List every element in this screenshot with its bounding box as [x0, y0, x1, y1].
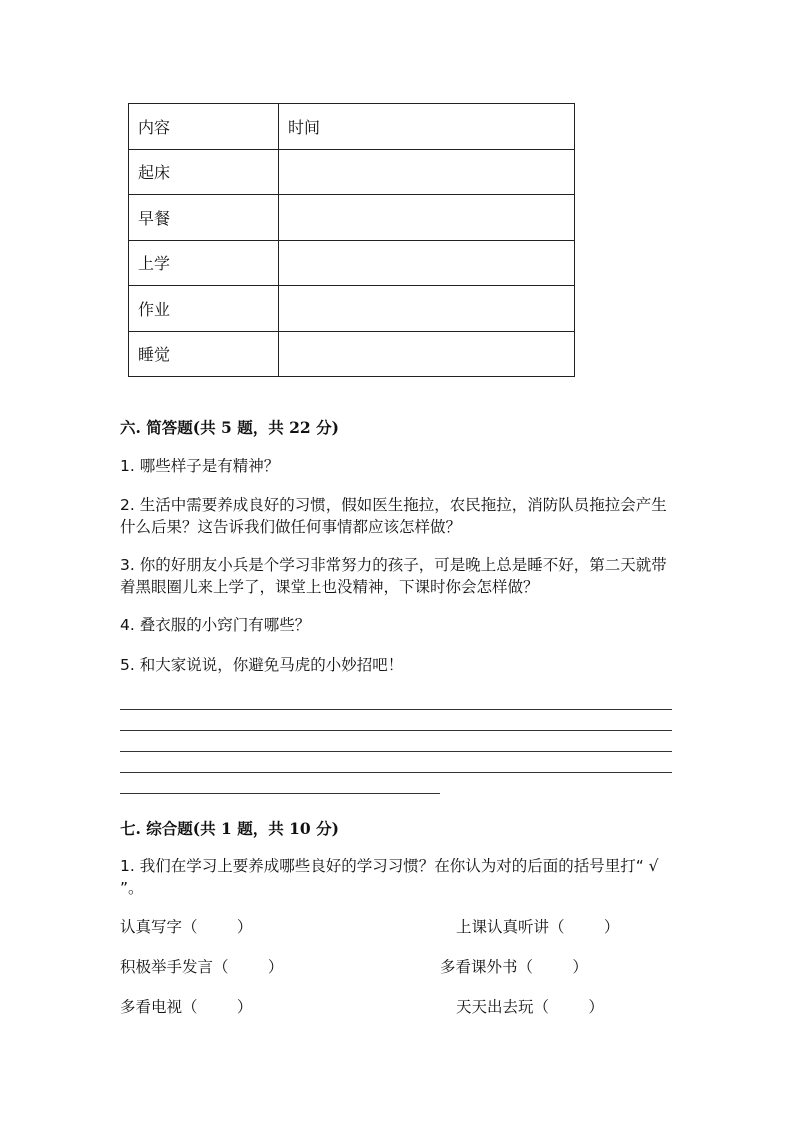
- row-time-cell[interactable]: [279, 149, 575, 195]
- section7-question: 1. 我们在学习上要养成哪些良好的学习习惯？在你认为对的后面的括号里打“ √ ”。: [120, 857, 659, 897]
- header-content-cell: 内容: [129, 104, 279, 150]
- answer-line[interactable]: [120, 751, 672, 752]
- answer-line[interactable]: [120, 793, 440, 794]
- row-time-cell[interactable]: [279, 286, 575, 332]
- row-content-cell: 上学: [129, 240, 279, 286]
- row-content-cell: 早餐: [129, 195, 279, 241]
- row-content-cell: 起床: [129, 149, 279, 195]
- choice-listen-in-class[interactable]: 上课认真听讲（ ）: [456, 918, 620, 936]
- table-header-row: [129, 104, 575, 150]
- table-row: [129, 149, 575, 195]
- row-time-cell[interactable]: [279, 195, 575, 241]
- question-4: 4. 叠衣服的小窍门有哪些？: [120, 616, 311, 634]
- header-time-cell: 时间: [279, 104, 575, 150]
- row-content-cell: 作业: [129, 286, 279, 332]
- choice-watch-tv[interactable]: 多看电视（ ）: [120, 998, 253, 1016]
- question-1: 1. 哪些样子是有精神？: [120, 457, 280, 475]
- question-5: 5. 和大家说说，你避免马虎的小妙招吧！: [120, 656, 404, 674]
- choice-raise-hand[interactable]: 积极举手发言（ ）: [120, 958, 284, 976]
- choice-careful-writing[interactable]: 认真写字（ ）: [120, 918, 253, 936]
- choice-read-more-books[interactable]: 多看课外书（ ）: [440, 958, 588, 976]
- table-row: [129, 240, 575, 286]
- section7-title: 七. 综合题(共 1 题，共 10 分): [120, 819, 339, 838]
- row-content-cell: 睡觉: [129, 331, 279, 377]
- section6-title: 六. 简答题(共 5 题，共 22 分): [120, 418, 339, 437]
- question-2: 2. 生活中需要养成良好的习惯，假如医生拖拉，农民拖拉，消防队员拖拉会产生什么后果？这告诉我们做任何事情都应该怎样做？: [120, 496, 667, 536]
- table-row: [129, 286, 575, 332]
- answer-line[interactable]: [120, 709, 672, 710]
- question-3: 3. 你的好朋友小兵是个学习非常努力的孩子，可是晚上总是睡不好，第二天就带着黑眼圈儿来上学了，课堂上也没精神，下课时你会怎样做？: [120, 556, 667, 596]
- choice-play-outside[interactable]: 天天出去玩（ ）: [456, 998, 604, 1016]
- table-row: [129, 195, 575, 241]
- answer-line[interactable]: [120, 730, 672, 731]
- schedule-table: [128, 103, 575, 377]
- row-time-cell[interactable]: [279, 331, 575, 377]
- answer-line[interactable]: [120, 772, 672, 773]
- table-row: [129, 331, 575, 377]
- row-time-cell[interactable]: [279, 240, 575, 286]
